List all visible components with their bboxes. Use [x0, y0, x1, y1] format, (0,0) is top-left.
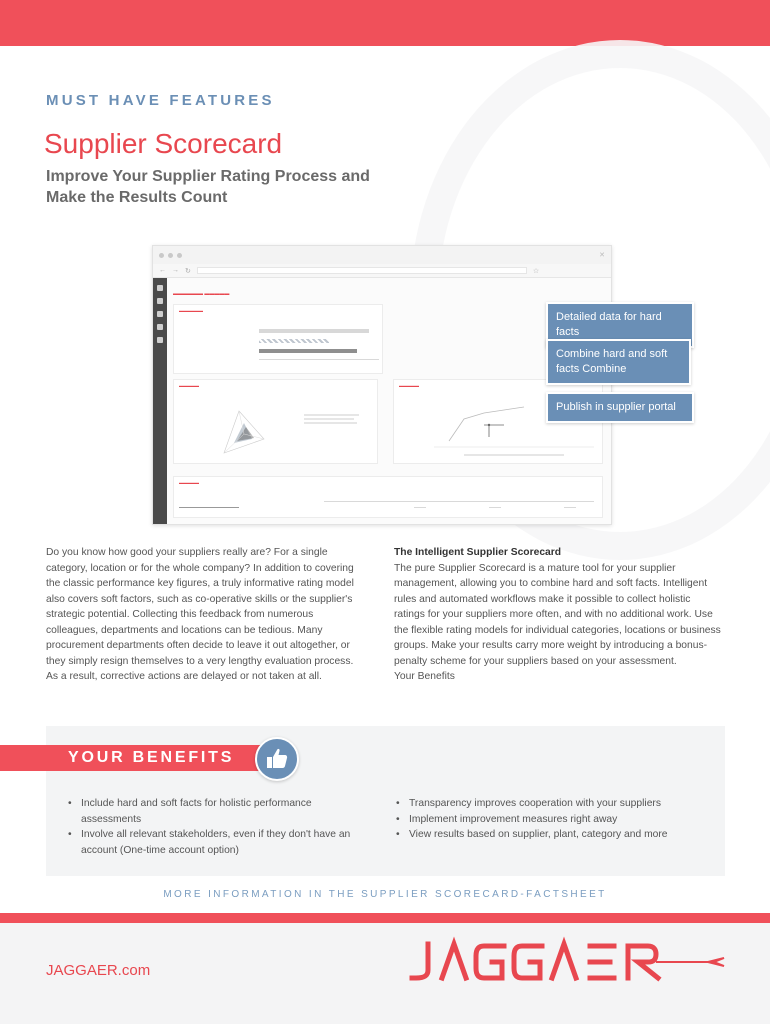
- mock-radar-panel: [173, 379, 378, 464]
- footer-website-link[interactable]: JAGGAER.com: [46, 962, 151, 979]
- browser-addressbar: [153, 264, 611, 278]
- mock-table-rule: [179, 507, 239, 508]
- mock-axis: [259, 359, 379, 360]
- globe-icon: [157, 298, 163, 304]
- product-screenshot: [152, 245, 612, 525]
- mock-table-panel: [173, 476, 603, 518]
- mock-table-rule: [324, 501, 594, 502]
- intro-right-paragraph: The pure Supplier Scorecard is a mature tool for your supplier management, allowing you to combine hard and soft facts. Intelligent rules and automated workflows make it possible to collect holistic ratings for your suppliers more often, and with no additional work. Use the flexible rating models for individual categories, locations or business groups. Make your results carry more weight by introducing a bonus-penalty scheme for your suppliers based on your assessment.: [394, 562, 721, 667]
- thumbs-up-icon: [255, 737, 299, 781]
- list-item: • Implement improvement measures right away: [392, 812, 712, 828]
- list-item: • View results based on supplier, plant, category and more: [392, 827, 712, 843]
- page-subtitle: Improve Your Supplier Rating Process and Make the Results Count: [46, 168, 370, 206]
- mock-radar-chart: [174, 391, 379, 461]
- callout-hard-facts: Detailed data for hard facts: [546, 302, 694, 348]
- bottom-brand-bar: [0, 913, 770, 923]
- benefits-right-list: [392, 796, 712, 843]
- mock-bar: [259, 349, 357, 353]
- callout-supplier-portal: Publish in supplier portal: [546, 392, 694, 423]
- window-dot: [177, 253, 182, 258]
- truck-icon: [157, 324, 163, 330]
- page-title: Supplier Scorecard: [44, 128, 283, 159]
- callout-combine-facts: Combine hard and soft facts Combine: [546, 339, 691, 385]
- intro-left-paragraph: Do you know how good your suppliers really are? For a single category, location or for the whole company? In addition to covering the classic performance key figures, a truly informative rating model also covers soft factors, such as co-operative skills or the supplier's strategic potential. Collecting this feedback from numerous colleagues, departments and locations can be tedious. Many procurement departments often decide to leave it out altogether, or they simply resign themselves to a very lengthy evaluation process. As a result, corrective actions are delayed or not taken at all.: [46, 547, 354, 682]
- list-item: • Include hard and soft facts for holistic performance assessments: [64, 796, 374, 827]
- close-icon: ✕: [599, 252, 605, 259]
- intro-right-trailer: Your Benefits: [394, 671, 455, 682]
- settings-icon: [157, 311, 163, 317]
- mock-panel-header: ▬▬▬▬▬: [179, 480, 199, 485]
- intro-right-heading: The Intelligent Supplier Scorecard: [394, 547, 562, 558]
- window-dot: [159, 253, 164, 258]
- mock-bar-panel: [173, 304, 383, 374]
- wrench-icon: [157, 337, 163, 343]
- jaggaer-logo: [408, 936, 728, 986]
- eyebrow-label: MUST HAVE FEATURES: [46, 92, 275, 109]
- mock-table-rule: [489, 507, 501, 508]
- mock-table-rule: [414, 507, 426, 508]
- benefits-left-list: [64, 796, 374, 858]
- mock-table-rule: [564, 507, 576, 508]
- back-arrow-icon: ←: [159, 267, 166, 274]
- mock-panel-header: ▬▬▬▬▬: [179, 383, 199, 388]
- mock-bar: [259, 329, 369, 333]
- refresh-icon: ↻: [185, 267, 191, 275]
- intro-right-column: [394, 545, 724, 685]
- mock-panel-header: ▬▬▬▬▬: [399, 383, 419, 388]
- list-item: • Involve all relevant stakeholders, even if they don't have an account (One-time account option): [64, 827, 374, 858]
- speech-icon: [157, 285, 163, 291]
- factsheet-link[interactable]: MORE INFORMATION IN THE SUPPLIER SCORECARD-FACTSHEET: [163, 889, 607, 900]
- mock-tab-label: ▬▬▬▬▬▬ ▬▬▬▬▬: [173, 291, 230, 297]
- app-sidebar: [153, 278, 167, 524]
- star-icon: ☆: [532, 267, 540, 275]
- benefits-title: YOUR BENEFITS: [68, 749, 235, 766]
- browser-titlebar: [153, 246, 611, 264]
- mock-panel-header: ▬▬▬▬▬▬: [179, 308, 203, 313]
- window-dot: [168, 253, 173, 258]
- mock-bar: [259, 339, 329, 343]
- address-field: [197, 267, 527, 274]
- forward-arrow-icon: →: [172, 267, 179, 274]
- top-brand-bar: [0, 0, 770, 46]
- list-item: • Transparency improves cooperation with your suppliers: [392, 796, 712, 812]
